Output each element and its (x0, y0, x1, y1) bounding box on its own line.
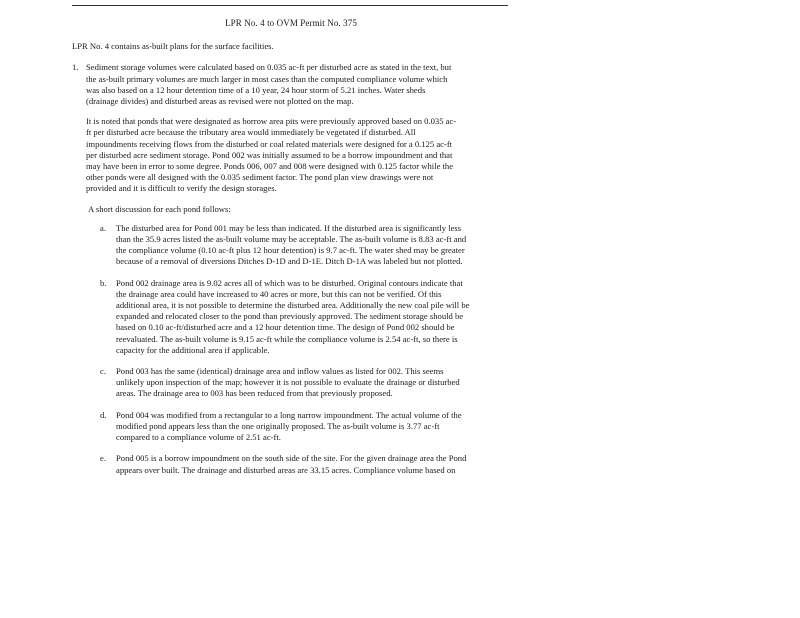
sub-letter: e. (100, 453, 106, 464)
text-line: The disturbed area for Pond 001 may be less than indicated. If the disturbed area is significantly less (116, 222, 462, 233)
sub-letter: c. (100, 366, 106, 377)
text-line: (drainage divides) and disturbed areas as revised were not plotted on the map. (86, 96, 354, 107)
text-line: the drainage area could have increased to 40 acres or more, but this can not be verified. Of this (116, 288, 442, 299)
text-line: Pond 005 is a borrow impoundment on the south side of the site. For the given drainage area the Pond (116, 453, 467, 464)
intro-paragraph: LPR No. 4 contains as-built plans for the surface facilities. (72, 41, 274, 52)
text-line: areas. The drainage area to 003 has been reduced from that previously proposed. (116, 388, 393, 399)
text-line: provided and it is difficult to verify the design storages. (86, 183, 277, 194)
text-line: expanded and relocated closer to the pond than previously approved. The sediment storage should be (116, 311, 464, 322)
text-line: reevaluated. The as-built volume is 9.15 ac-ft while the compliance volume is 2.54 ac-ft, so there is (116, 333, 458, 344)
text-line: Pond 002 drainage area is 9.02 acres all of which was to be disturbed. Original contours indicate that (116, 277, 463, 288)
text-line: the as-built primary volumes are much larger in most cases than the computed compliance volume which (86, 73, 448, 84)
document-page (72, 18, 510, 486)
text-line: Pond 004 was modified from a rectangular to a long narrow impoundment. The actual volume of the (116, 409, 462, 420)
pond-item-a (86, 223, 510, 268)
text-line: was also based on a 12 hour detention time of a 10 year, 24 hour storm of 5.21 inches. Water sheds (86, 84, 426, 95)
text-line: may have been in error to some degree. Ponds 006, 007 and 008 were designed with 0.125 factor while the (86, 161, 454, 172)
text-line: Sediment storage volumes were calculated based on 0.035 ac-ft per disturbed acre as stated in the text, but (86, 62, 452, 73)
text-line: impoundments receiving flows from the disturbed or coal related materials were designed for a 0.125 ac-ft (86, 138, 453, 149)
top-rule (72, 5, 508, 6)
text-line: additional area, it is not possible to determine the disturbed area. Additionally the new coal pile will be (116, 300, 470, 311)
document-title: LPR No. 4 to OVM Permit No. 375 (225, 18, 357, 28)
sub-letter: d. (100, 409, 107, 420)
item1-paragraph-1 (86, 62, 510, 107)
text-line: than the 35.9 acres listed the as-built volume may be acceptable. The as-built volume is 8.83 ac-ft and (116, 234, 467, 245)
pond-item-d (86, 410, 510, 444)
text-line: compared to a compliance volume of 2.51 ac-ft. (116, 432, 281, 443)
text-line: Pond 003 has the same (identical) drainage area and inflow values as listed for 002. This seems (116, 366, 444, 377)
text-line: per disturbed acre sediment storage. Pond 002 was initially assumed to be a borrow impoundment and that (86, 149, 453, 160)
text-line: capacity for the additional area if applicable. (116, 344, 270, 355)
pond-item-e (86, 453, 510, 475)
text-line: because of a removal of diversions Ditches D-1D and D-1E. Ditch D-1A was labeled but not plotted. (116, 256, 463, 267)
text-line: based on 0.10 ac-ft/disturbed acre and a 12 hour detention time. The design of Pond 002 should be (116, 322, 455, 333)
sub-letter: a. (100, 222, 106, 233)
item1-paragraph-2 (86, 116, 510, 194)
item-number: 1. (72, 62, 79, 73)
text-line: modified pond appears less than the one originally proposed. The as-built volume is 3.77 ac-ft (116, 420, 440, 431)
pond-item-c (86, 366, 510, 400)
discussion-lead: A short discussion for each pond follows: (88, 203, 231, 214)
text-line: other ponds were all designed with the 0.035 sediment factor. The pond plan view drawings were not (86, 172, 434, 183)
sub-letter: b. (100, 277, 107, 288)
numbered-item-1 (72, 62, 510, 475)
pond-item-b (86, 278, 510, 356)
text-line: ft per disturbed acre because the tributary area would immediately be vegetated if disturbed. All (86, 127, 416, 138)
text-line: the compliance volume (0.10 ac-ft plus 12 hour detention) is 9.7 ac-ft. The water shed may be greater (116, 245, 465, 256)
text-line: It is noted that ponds that were designated as borrow area pits were previously approved based on 0.035 ac- (86, 116, 457, 127)
text-line: unlikely upon inspection of the map; however it is not possible to evaluate the drainage or disturbed (116, 377, 460, 388)
text-line: appears over built. The drainage and disturbed areas are 33.15 acres. Compliance volume based on (116, 464, 456, 475)
